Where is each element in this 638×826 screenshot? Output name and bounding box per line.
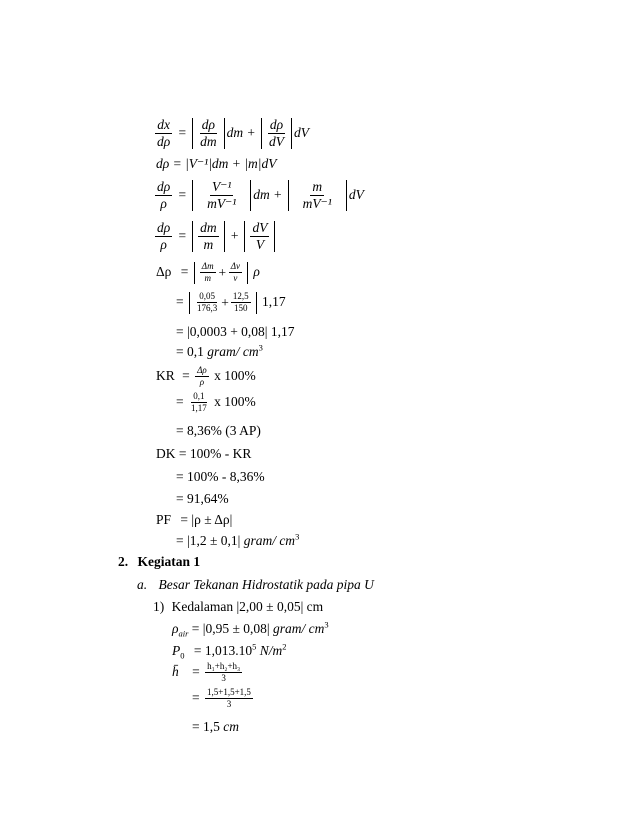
value-text: x 100% xyxy=(214,368,256,384)
hbar-result xyxy=(192,720,239,734)
value-text: = 1,5 xyxy=(192,719,224,734)
equals-sign: = xyxy=(177,186,187,202)
hbar-symbol: h̄ xyxy=(172,664,179,680)
equation-delta-rho-values xyxy=(176,292,286,314)
fraction-denominator: 1,17 xyxy=(191,403,207,414)
item-text: Kedalaman |2,00 ± 0,05| cm xyxy=(171,599,324,614)
dk-equation: DK = 100% - KR xyxy=(156,446,252,461)
fraction-denominator: dV xyxy=(268,134,284,150)
fraction-numerator: 1,5+1,5+1,5 xyxy=(205,688,253,699)
equals-sign: = xyxy=(182,368,190,384)
term-text: dV xyxy=(348,186,364,202)
kr-equation xyxy=(156,366,256,388)
fraction-numerator: dρ xyxy=(155,221,172,237)
fraction-denominator: 3 xyxy=(226,699,232,710)
plus-sign: + xyxy=(221,295,229,311)
equation-drho: dρ = |V⁻¹|dm + |m|dV xyxy=(156,156,277,171)
pf-label: PF xyxy=(156,512,172,527)
equals-sign: = xyxy=(176,294,184,310)
rho-air-line xyxy=(172,619,329,639)
equation-delta-rho xyxy=(156,262,260,284)
subsection-heading xyxy=(137,578,374,592)
fraction-denominator: mV⁻¹ xyxy=(302,196,332,212)
value-text: = |0,95 ± 0,08| xyxy=(188,621,273,636)
value-text: x 100% xyxy=(214,394,256,410)
equation-drho-over-rho-1 xyxy=(153,180,364,211)
hbar-equation xyxy=(172,662,244,684)
equals-sign: = xyxy=(192,664,200,680)
pf-equation xyxy=(156,513,232,527)
fraction-numerator: dρ xyxy=(155,180,172,196)
fraction-denominator: v xyxy=(233,273,238,284)
fraction-numerator: Δm xyxy=(200,262,216,273)
section-title: Kegiatan 1 xyxy=(137,554,201,569)
fraction-denominator: ρ xyxy=(199,377,205,388)
subscript: 0 xyxy=(180,650,185,661)
fraction-numerator: 0,1 xyxy=(191,392,206,403)
fraction-denominator: ρ xyxy=(160,196,167,212)
fraction-numerator: dρ xyxy=(200,118,217,134)
unit-exponent: 3 xyxy=(324,619,329,630)
list-item-depth xyxy=(153,600,323,614)
equation-drho-over-rho-2 xyxy=(153,221,277,252)
unit-exponent: 2 xyxy=(282,641,287,652)
pf-result xyxy=(176,531,300,548)
unit-text: gram/ cm xyxy=(207,344,259,359)
fraction-numerator: V⁻¹ xyxy=(210,180,233,196)
subsection-title: Besar Tekanan Hidrostatik pada pipa U xyxy=(158,577,374,592)
term-text: dm + xyxy=(226,124,256,140)
unit-text: gram/ cm xyxy=(272,621,325,636)
fraction-numerator: dm xyxy=(198,221,219,237)
fraction-denominator: dm xyxy=(200,134,217,150)
equation-delta-rho-sum: = |0,0003 + 0,08| 1,17 xyxy=(176,324,295,339)
kr-values xyxy=(176,392,256,414)
equation-delta-rho-result xyxy=(176,342,263,359)
term-text: dV xyxy=(293,124,309,140)
equals-sign: = xyxy=(192,690,200,706)
value-text: = 1,013.10 xyxy=(190,643,253,658)
pf-formula: = |ρ ± Δρ| xyxy=(180,512,233,527)
fraction-numerator: h₁+h₂+h₃ xyxy=(205,662,242,673)
kr-result: = 8,36% (3 AP) xyxy=(176,423,261,438)
value-text: = 0,1 xyxy=(176,344,208,359)
unit-text: gram/ cm xyxy=(243,533,296,548)
pressure-symbol: P xyxy=(172,643,181,658)
delta-rho-label: Δρ xyxy=(156,264,172,280)
fraction-numerator: Δρ xyxy=(195,366,209,377)
fraction-denominator: mV⁻¹ xyxy=(207,196,237,212)
section-number: 2. xyxy=(118,554,129,569)
exponent: 5 xyxy=(252,641,257,652)
section-heading xyxy=(118,555,200,569)
item-number: 1) xyxy=(153,599,165,614)
value-text: = |1,2 ± 0,1| xyxy=(176,533,244,548)
fraction-numerator: dV xyxy=(250,221,269,237)
equation-dx-drho xyxy=(153,118,309,149)
equals-sign: = xyxy=(176,394,184,410)
fraction-denominator: ρ xyxy=(160,237,167,253)
fraction-denominator: dρ xyxy=(157,134,171,150)
plus-sign: + xyxy=(217,265,227,281)
subsection-letter: a. xyxy=(137,577,148,592)
rho-symbol: ρ xyxy=(172,621,179,636)
fraction-denominator: m xyxy=(203,237,214,253)
equals-sign: = xyxy=(177,124,187,140)
subscript: air xyxy=(178,628,189,639)
dk-values: = 100% - 8,36% xyxy=(176,469,265,484)
equals-sign: = xyxy=(180,264,189,280)
value-text: 1,17 xyxy=(262,294,286,310)
unit-text: cm xyxy=(223,719,239,734)
fraction-denominator: 150 xyxy=(234,303,248,314)
term-text: dm + xyxy=(253,186,283,202)
kr-label: KR xyxy=(156,368,175,384)
dk-result: = 91,64% xyxy=(176,491,229,506)
plus-sign: + xyxy=(229,227,240,243)
fraction-numerator: m xyxy=(310,180,324,196)
fraction-denominator: 3 xyxy=(221,673,226,684)
unit-exponent: 3 xyxy=(295,531,300,542)
unit-text: N/m xyxy=(256,643,283,658)
fraction-denominator: m xyxy=(204,273,211,284)
fraction-denominator: V xyxy=(255,237,265,253)
equals-sign: = xyxy=(177,227,187,243)
fraction-numerator: Δv xyxy=(229,262,242,273)
rho-symbol: ρ xyxy=(253,264,260,280)
fraction-numerator: 12,5 xyxy=(231,292,251,303)
p0-line xyxy=(172,641,287,661)
fraction-denominator: 176,3 xyxy=(197,303,218,314)
unit-exponent: 3 xyxy=(258,342,263,353)
fraction-numerator: 0,05 xyxy=(197,292,217,303)
hbar-values xyxy=(192,688,255,710)
fraction-numerator: dx xyxy=(155,118,172,134)
fraction-numerator: dρ xyxy=(268,118,285,134)
